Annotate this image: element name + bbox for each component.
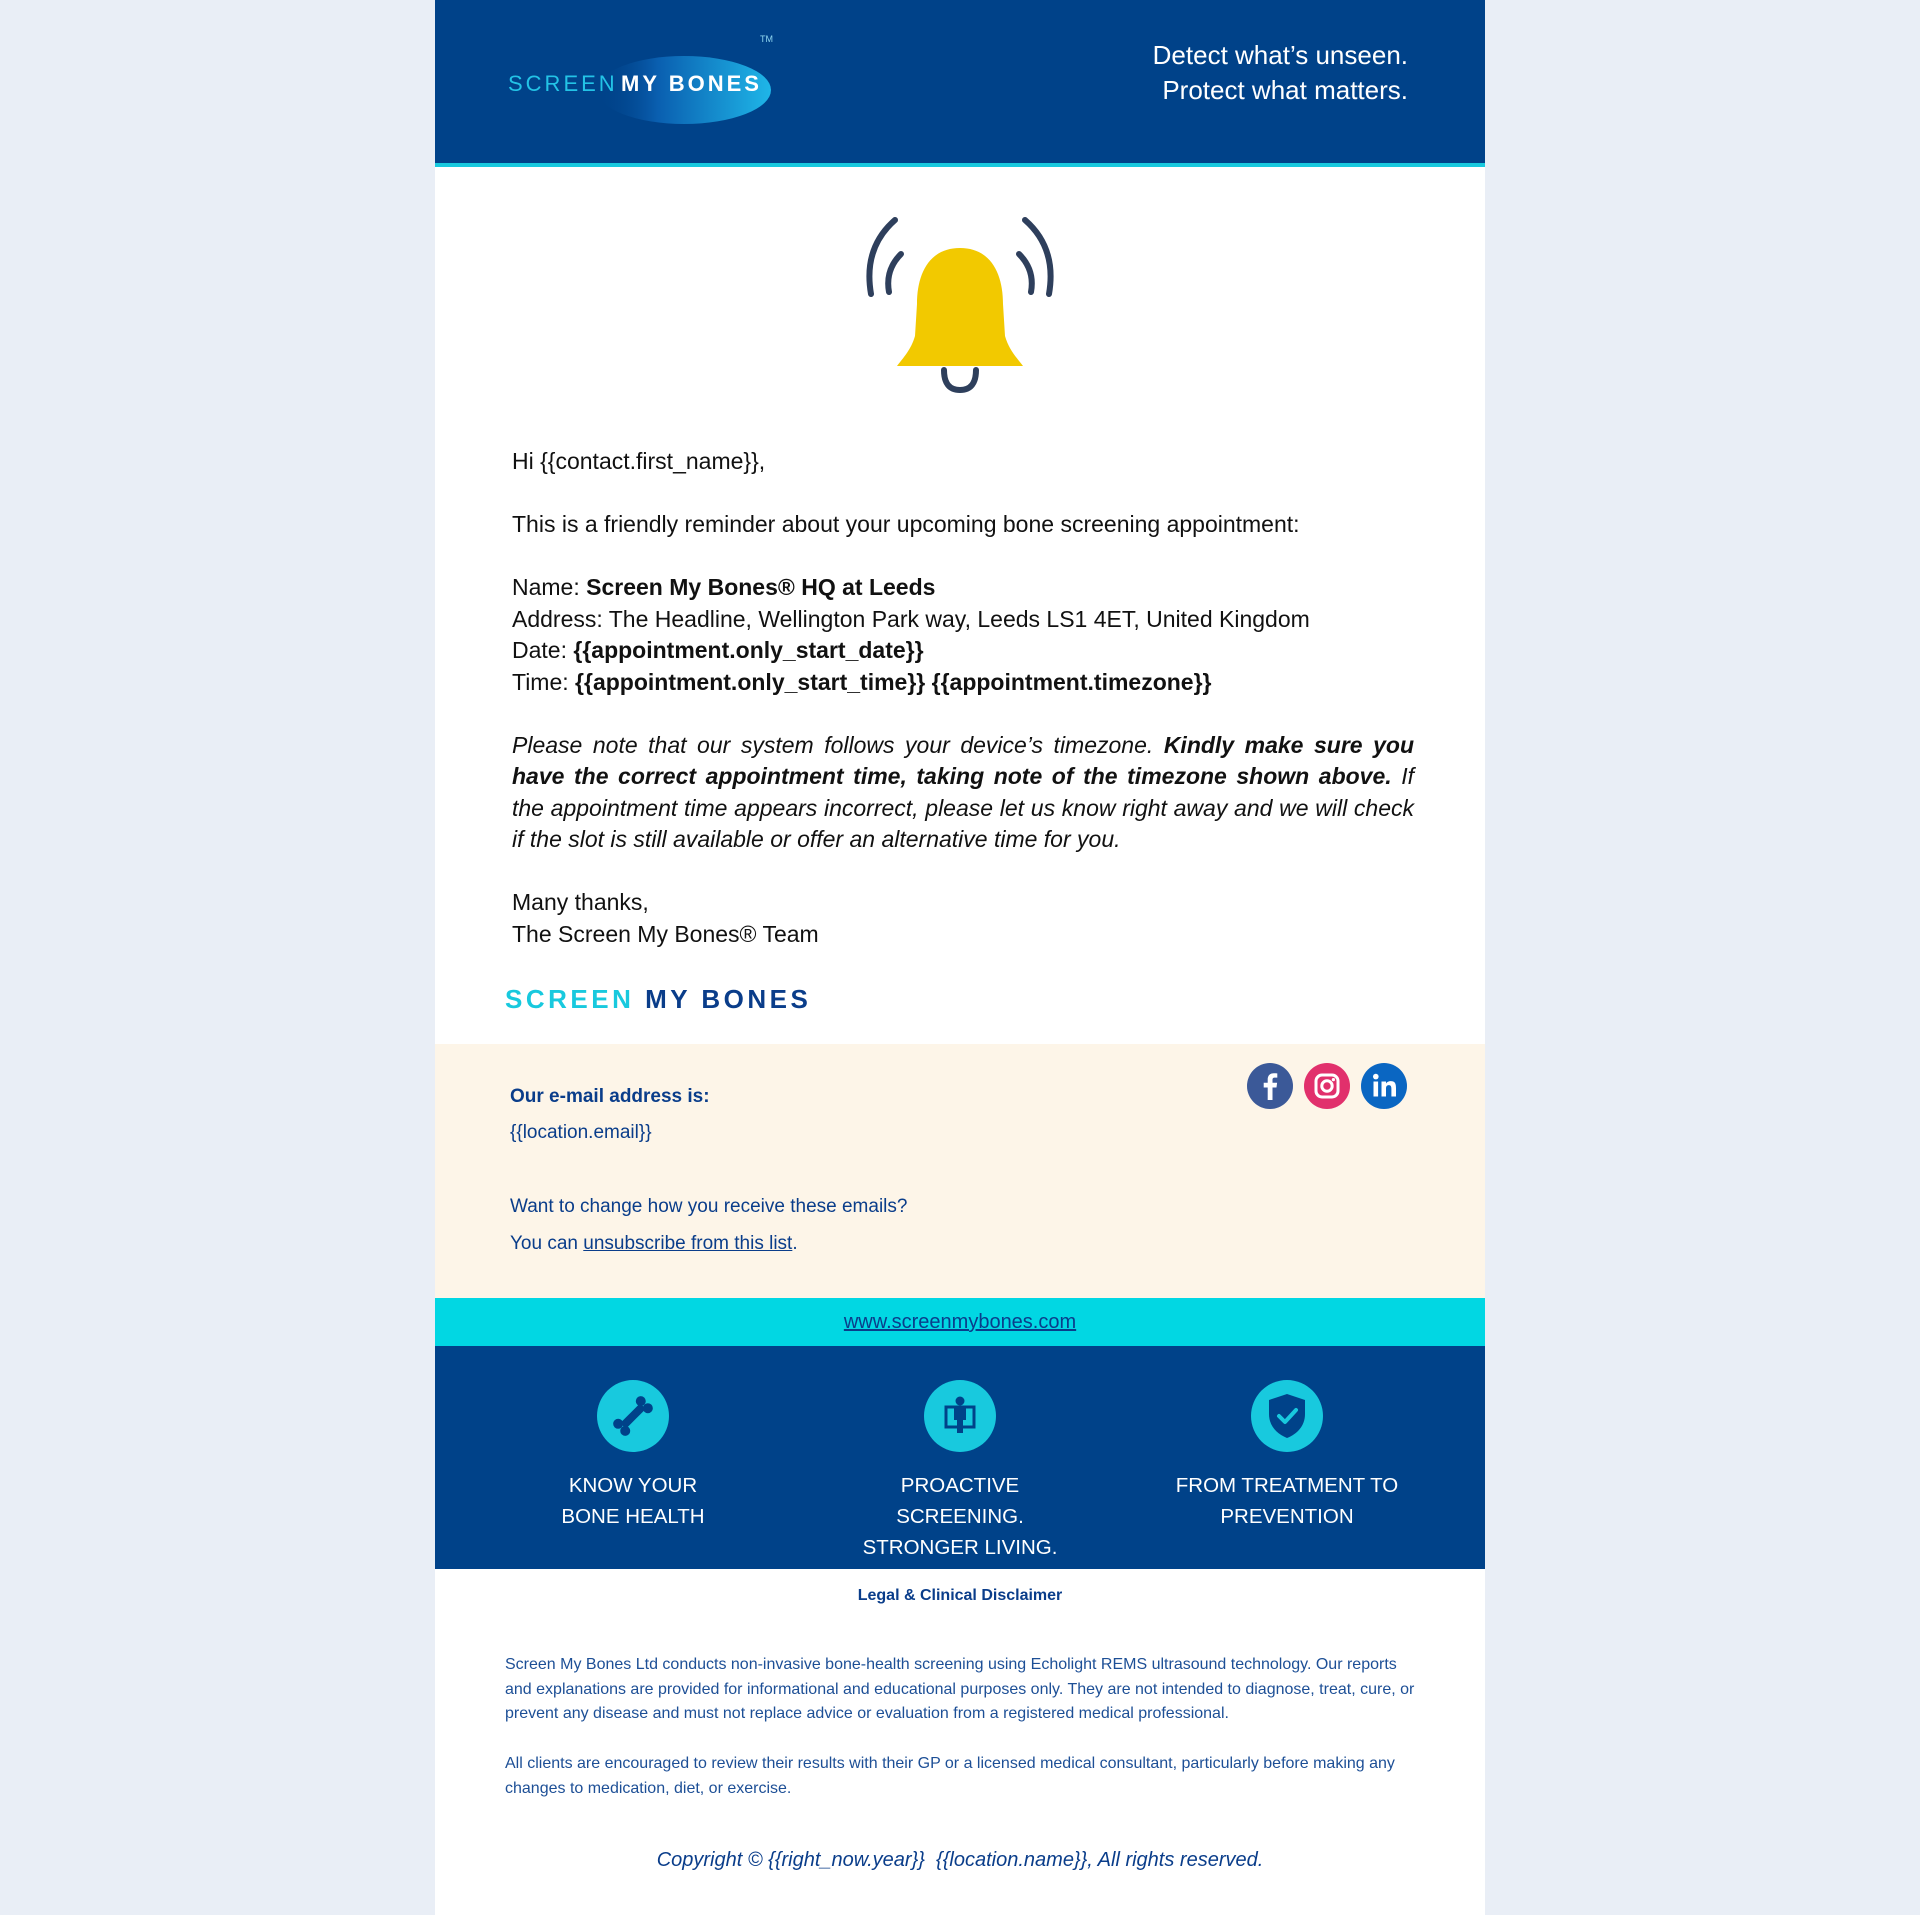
- feature-proactive-screening: [845, 1380, 1075, 1563]
- website-link[interactable]: www.screenmybones.com: [843, 1311, 1077, 1333]
- features-band: [435, 1346, 1485, 1569]
- tagline-line-1: Detect what’s unseen.: [1152, 40, 1408, 70]
- closing: Many thanks,: [512, 889, 649, 915]
- note-start: Please note that our system follows your device’s timezone.: [512, 731, 1164, 758]
- facebook-icon[interactable]: [1247, 1063, 1293, 1109]
- unsubscribe-text: [510, 1233, 798, 1255]
- intro-text: This is a friendly reminder about your upcoming bone screening appointment:: [512, 511, 1300, 537]
- instagram-icon[interactable]: [1304, 1063, 1350, 1109]
- unsubscribe-prefix: You can: [510, 1233, 584, 1254]
- feature-2-line-1: PROACTIVE SCREENING.: [896, 1474, 1024, 1528]
- email-body: [512, 446, 1414, 950]
- note-bold: Kindly make sure you have the correct appointment time, taking note of the timezone shown above.: [512, 731, 1414, 789]
- feature-1-line-2: BONE HEALTH: [561, 1505, 705, 1528]
- tagline-line-2: Protect what matters.: [1162, 75, 1408, 105]
- address-value: The Headline, Wellington Park way, Leeds LS1 4ET, United Kingdom: [608, 605, 1310, 632]
- signature: The Screen My Bones® Team: [512, 920, 819, 947]
- feature-3-line-1: FROM TREATMENT TO: [1175, 1474, 1399, 1497]
- time-value: {{appointment.only_start_time}} {{appointment.timezone}}: [575, 668, 1212, 695]
- date-label: Date:: [512, 637, 574, 663]
- contact-footer: [435, 1044, 1485, 1298]
- feature-2-line-2: STRONGER LIVING.: [862, 1536, 1058, 1559]
- date-value: {{appointment.only_start_date}}: [573, 637, 924, 663]
- screening-person-icon: [924, 1380, 996, 1452]
- header-tagline: [1153, 38, 1408, 108]
- preferences-question: Want to change how you receive these emails?: [510, 1196, 908, 1217]
- feature-1-line-1: KNOW YOUR: [568, 1474, 698, 1497]
- disclaimer-paragraph-2: All clients are encouraged to review their results with their GP or a licensed medical consultant, particularly before making any changes to medication, diet, or exercise.: [505, 1755, 1395, 1797]
- bone-icon: [597, 1380, 669, 1452]
- signature-logo-my-bones: MY BONES: [645, 984, 812, 1014]
- disclaimer-paragraph-1: Screen My Bones Ltd conducts non-invasive bone-health screening using Echolight REMS ultrasound technology. Our reports and explanations are provided for informational and educational purposes only. They are not intended to diagnose, treat, cure, or prevent any disease and must not replace advice or evaluation from a registered medical professional.: [505, 1656, 1415, 1722]
- timezone-note: [512, 730, 1414, 856]
- feature-bone-health: [518, 1380, 748, 1532]
- appointment-name: [512, 572, 1414, 604]
- email-address-value: {{location.email}}: [510, 1122, 652, 1143]
- copyright-text: Copyright © {{right_now.year}} {{location.name}}, All rights reserved.: [656, 1849, 1264, 1871]
- logo-my-bones-text: MY BONES: [621, 71, 762, 96]
- unsubscribe-suffix: .: [792, 1233, 798, 1254]
- unsubscribe-link[interactable]: unsubscribe from this list: [583, 1233, 793, 1254]
- note-end: If the appointment time appears incorrect, please let us know right away and we will check if the slot is still available or offer an alternative time for you.: [512, 763, 1415, 852]
- shield-check-icon: [1251, 1380, 1323, 1452]
- email-header: [435, 0, 1485, 167]
- address-label: Address:: [512, 605, 609, 632]
- signature-logo-screen: SCREEN: [505, 984, 635, 1014]
- disclaimer-title: Legal & Clinical Disclaimer: [857, 1587, 1063, 1604]
- linkedin-icon[interactable]: [1361, 1063, 1407, 1109]
- signature-logo: [505, 984, 811, 1015]
- appointment-address: [512, 604, 1414, 636]
- email-container: [435, 0, 1485, 1915]
- logo-trademark: TM: [760, 34, 773, 44]
- name-value: Screen My Bones® HQ at Leeds: [586, 574, 936, 600]
- name-label: Name:: [512, 574, 587, 600]
- bell-ringing-icon: [855, 200, 1065, 400]
- feature-treatment-prevention: [1172, 1380, 1402, 1532]
- appointment-date: [512, 635, 1414, 667]
- greeting: Hi {{contact.first_name}},: [512, 448, 766, 474]
- email-address-label: Our e-mail address is:: [510, 1086, 710, 1107]
- time-label: Time:: [512, 668, 576, 695]
- screen-my-bones-logo[interactable]: [504, 34, 773, 130]
- logo-screen-text: SCREEN: [508, 71, 618, 96]
- website-strip: [435, 1298, 1485, 1346]
- feature-3-line-2: PREVENTION: [1220, 1505, 1354, 1528]
- appointment-time: [512, 667, 1414, 699]
